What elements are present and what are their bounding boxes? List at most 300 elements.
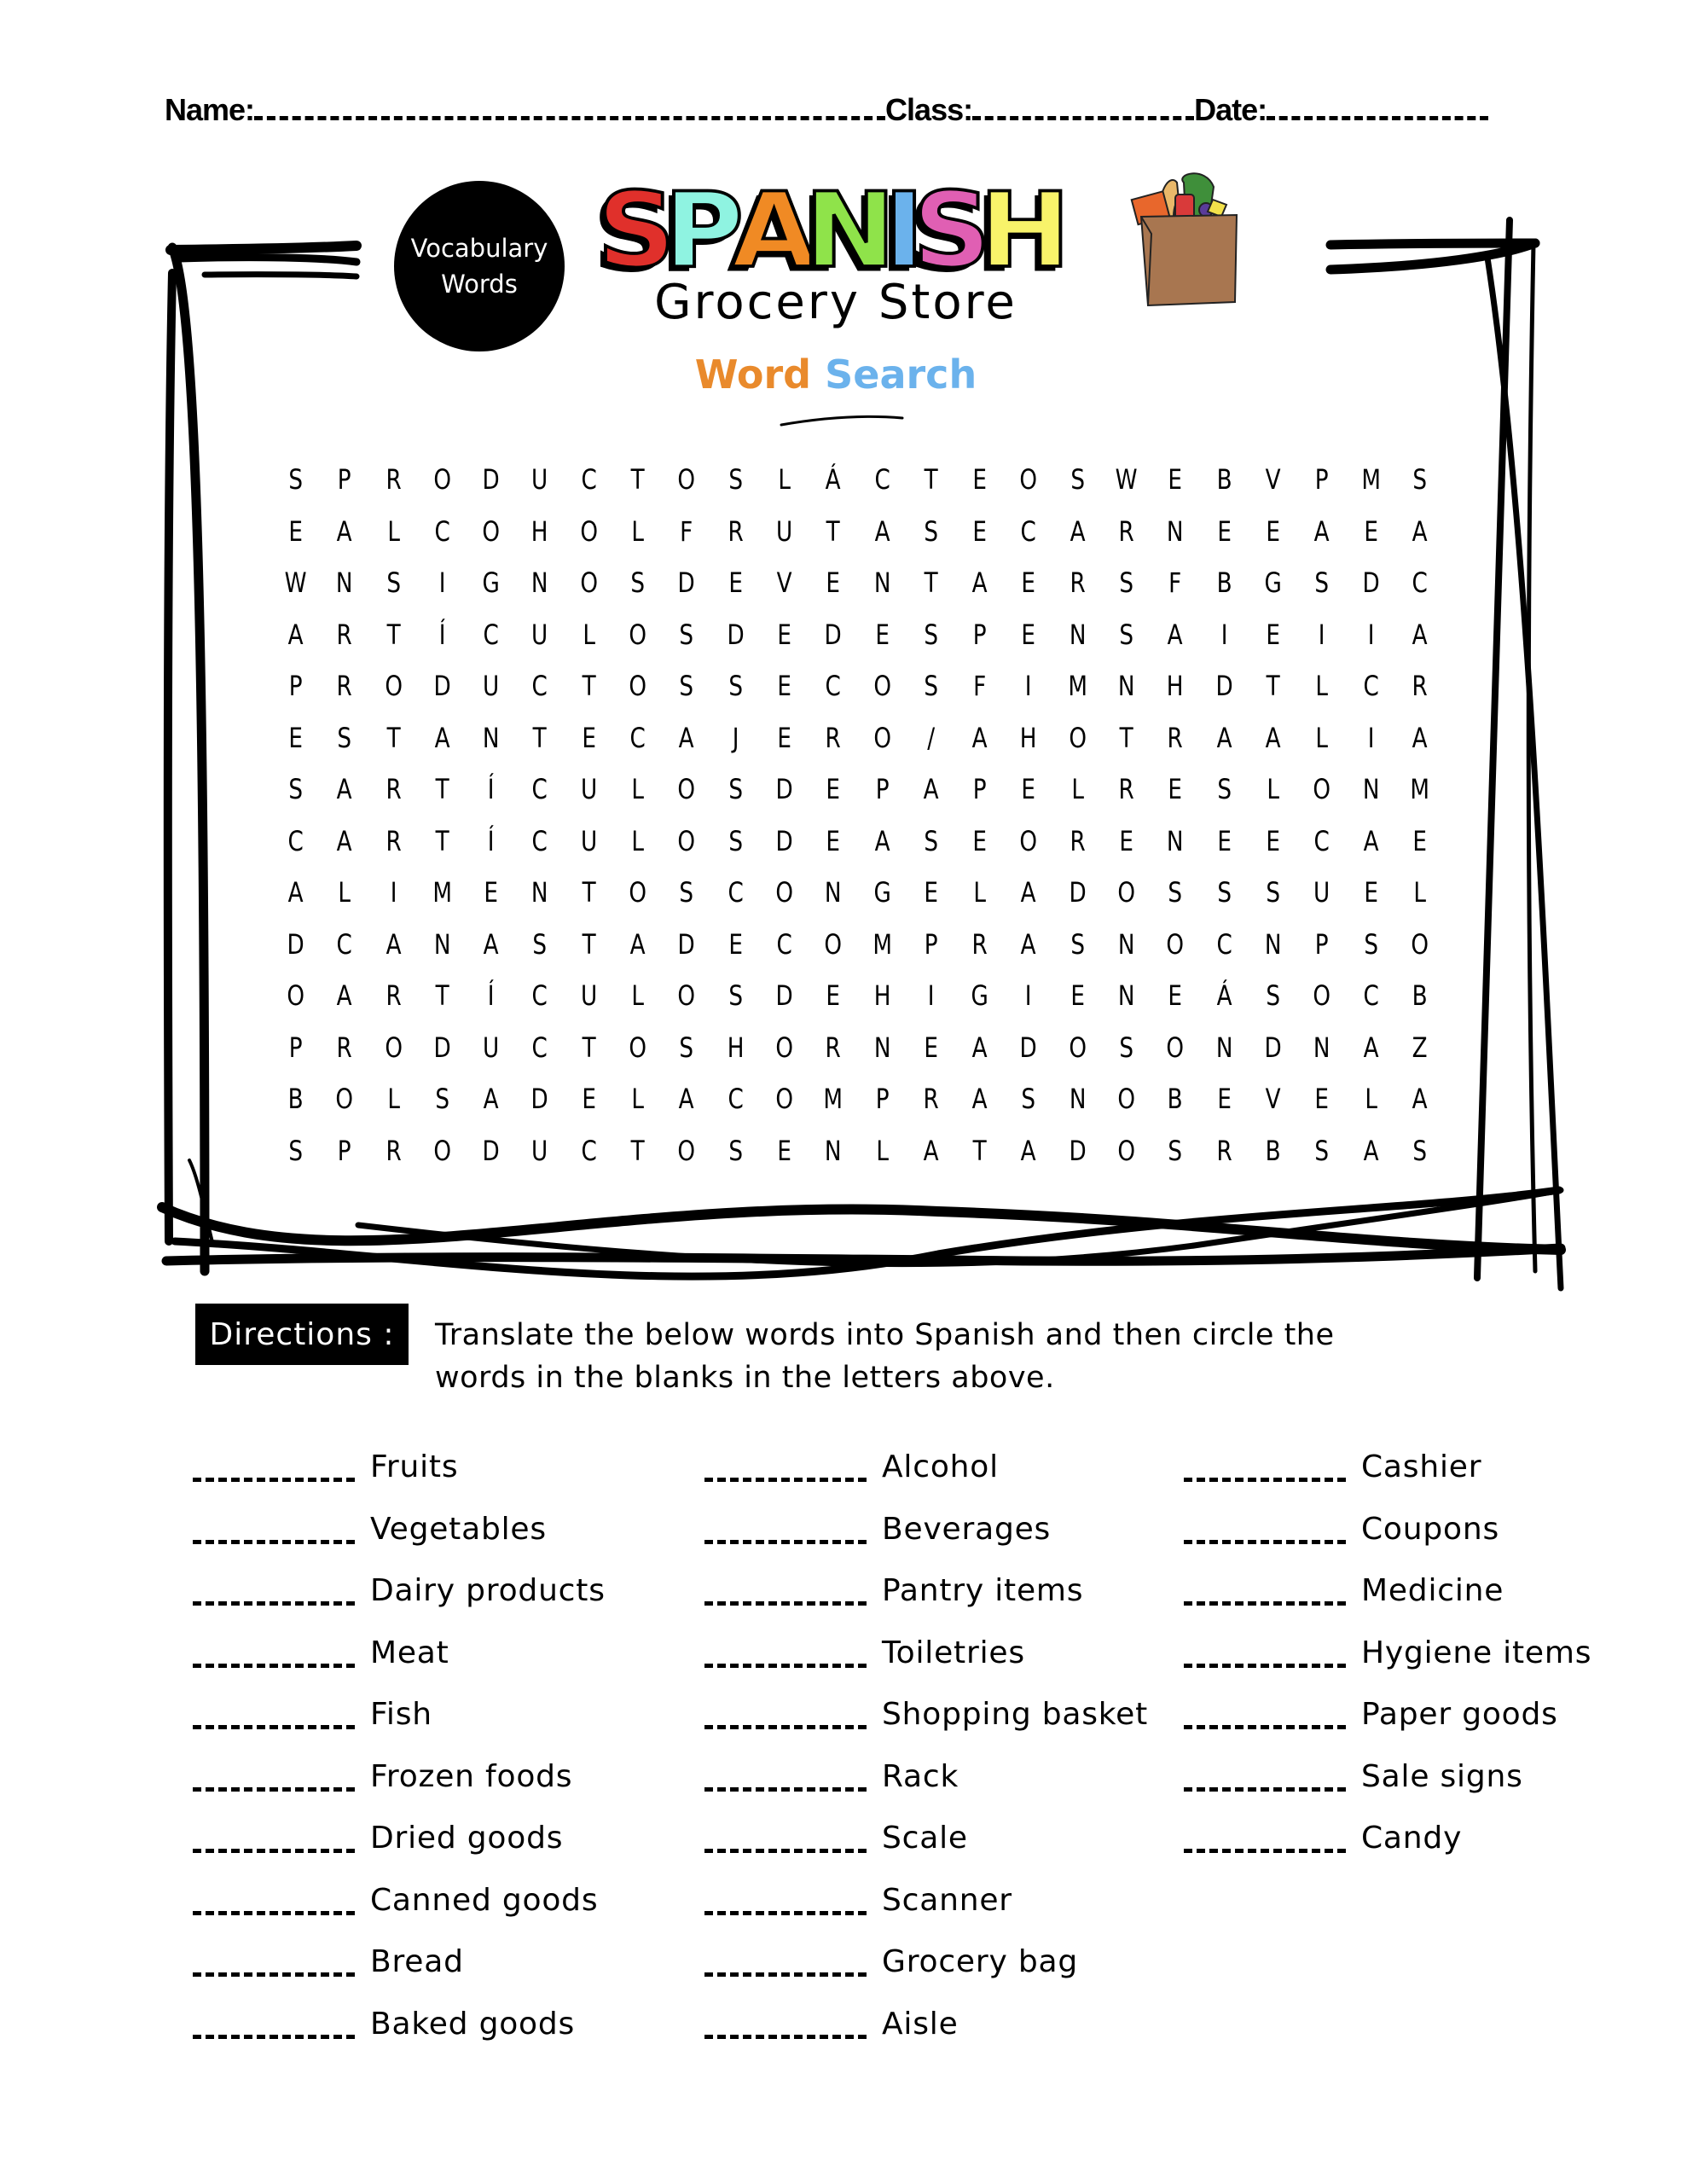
grid-letter[interactable]: P: [924, 927, 938, 961]
grid-letter[interactable]: A: [1412, 514, 1428, 548]
grid-letter[interactable]: F: [680, 514, 693, 548]
grid-letter[interactable]: C: [1216, 927, 1232, 961]
grid-letter[interactable]: R: [923, 1083, 939, 1116]
answer-blank[interactable]: [193, 1576, 355, 1606]
class-field[interactable]: [972, 97, 1194, 120]
grid-letter[interactable]: A: [1363, 824, 1379, 857]
grid-letter[interactable]: E: [1412, 824, 1427, 857]
grid-letter[interactable]: E: [1168, 979, 1183, 1013]
grid-letter[interactable]: O: [1411, 927, 1429, 961]
grid-letter[interactable]: B: [1216, 566, 1232, 600]
grid-letter[interactable]: S: [1119, 1031, 1134, 1064]
answer-blank[interactable]: [1184, 1638, 1346, 1668]
grid-letter[interactable]: Á: [1216, 979, 1232, 1013]
grid-letter[interactable]: D: [775, 824, 793, 857]
grid-letter[interactable]: I: [1367, 618, 1375, 651]
answer-blank[interactable]: [193, 1885, 355, 1915]
grid-letter[interactable]: A: [1313, 514, 1330, 548]
grid-letter[interactable]: R: [336, 618, 353, 651]
grid-letter[interactable]: O: [1069, 1031, 1087, 1064]
grid-letter[interactable]: C: [531, 1031, 548, 1064]
grid-letter[interactable]: A: [1168, 618, 1183, 651]
grid-letter[interactable]: S: [288, 773, 303, 806]
grid-letter[interactable]: I: [927, 979, 935, 1013]
grid-letter[interactable]: I: [390, 876, 397, 909]
grid-letter[interactable]: O: [580, 566, 598, 600]
grid-letter[interactable]: S: [288, 1134, 303, 1167]
grid-letter[interactable]: E: [777, 618, 791, 651]
grid-letter[interactable]: A: [287, 876, 304, 909]
grid-letter[interactable]: E: [1363, 876, 1378, 909]
grid-letter[interactable]: P: [288, 670, 303, 703]
grid-letter[interactable]: O: [1019, 463, 1038, 497]
grid-letter[interactable]: S: [924, 618, 938, 651]
grid-letter[interactable]: A: [629, 927, 646, 961]
grid-letter[interactable]: B: [287, 1083, 304, 1116]
grid-letter[interactable]: L: [338, 876, 351, 909]
grid-letter[interactable]: J: [732, 721, 739, 754]
grid-letter[interactable]: R: [386, 1134, 402, 1167]
grid-letter[interactable]: O: [775, 1031, 793, 1064]
grid-letter[interactable]: E: [874, 618, 890, 651]
grid-letter[interactable]: O: [1313, 979, 1331, 1013]
grid-letter[interactable]: C: [434, 514, 450, 548]
grid-letter[interactable]: S: [728, 1134, 743, 1167]
grid-letter[interactable]: E: [1216, 824, 1232, 857]
grid-letter[interactable]: E: [826, 979, 841, 1013]
grid-letter[interactable]: B: [1412, 979, 1428, 1013]
grid-letter[interactable]: S: [1216, 876, 1232, 909]
grid-letter[interactable]: P: [1314, 927, 1329, 961]
grid-letter[interactable]: R: [1070, 566, 1086, 600]
answer-blank[interactable]: [193, 1823, 355, 1853]
grid-letter[interactable]: A: [483, 927, 499, 961]
grid-letter[interactable]: B: [1265, 1134, 1281, 1167]
grid-letter[interactable]: N: [433, 927, 451, 961]
grid-letter[interactable]: R: [728, 514, 744, 548]
grid-letter[interactable]: E: [288, 721, 303, 754]
grid-letter[interactable]: E: [1119, 824, 1133, 857]
grid-letter[interactable]: O: [677, 463, 696, 497]
grid-letter[interactable]: C: [581, 1134, 597, 1167]
grid-letter[interactable]: T: [435, 773, 449, 806]
grid-letter[interactable]: T: [435, 824, 449, 857]
grid-letter[interactable]: O: [433, 463, 451, 497]
grid-letter[interactable]: C: [531, 824, 548, 857]
grid-letter[interactable]: R: [386, 463, 402, 497]
grid-letter[interactable]: L: [631, 824, 645, 857]
grid-letter[interactable]: T: [1266, 670, 1280, 703]
grid-letter[interactable]: S: [1216, 773, 1232, 806]
grid-letter[interactable]: U: [531, 1134, 548, 1167]
grid-letter[interactable]: L: [386, 1083, 400, 1116]
answer-blank[interactable]: [193, 1762, 355, 1792]
grid-letter[interactable]: S: [1168, 876, 1183, 909]
grid-letter[interactable]: E: [972, 463, 988, 497]
grid-letter[interactable]: P: [972, 773, 987, 806]
grid-letter[interactable]: I: [1025, 670, 1032, 703]
grid-letter[interactable]: A: [1363, 1134, 1379, 1167]
grid-letter[interactable]: E: [1216, 514, 1232, 548]
grid-letter[interactable]: S: [386, 566, 401, 600]
grid-letter[interactable]: M: [872, 927, 892, 961]
grid-letter[interactable]: S: [1412, 1134, 1427, 1167]
grid-letter[interactable]: O: [677, 979, 696, 1013]
grid-letter[interactable]: A: [483, 1083, 499, 1116]
grid-letter[interactable]: O: [1117, 876, 1136, 909]
grid-letter[interactable]: N: [531, 876, 548, 909]
grid-letter[interactable]: L: [1071, 773, 1084, 806]
grid-letter[interactable]: T: [582, 670, 596, 703]
grid-letter[interactable]: E: [582, 1083, 596, 1116]
grid-letter[interactable]: E: [826, 824, 841, 857]
grid-letter[interactable]: P: [875, 773, 890, 806]
grid-letter[interactable]: N: [483, 721, 500, 754]
grid-letter[interactable]: R: [1167, 721, 1184, 754]
grid-letter[interactable]: A: [1412, 618, 1428, 651]
grid-letter[interactable]: O: [482, 514, 501, 548]
answer-blank[interactable]: [704, 1947, 867, 1977]
grid-letter[interactable]: E: [972, 514, 988, 548]
grid-letter[interactable]: A: [1021, 1134, 1037, 1167]
grid-letter[interactable]: I: [438, 566, 446, 600]
grid-letter[interactable]: S: [1168, 1134, 1183, 1167]
grid-letter[interactable]: O: [580, 514, 598, 548]
grid-letter[interactable]: Í: [487, 824, 495, 857]
grid-letter[interactable]: U: [580, 979, 598, 1013]
grid-letter[interactable]: O: [775, 876, 793, 909]
grid-letter[interactable]: O: [629, 618, 647, 651]
grid-letter[interactable]: I: [1025, 979, 1032, 1013]
grid-letter[interactable]: L: [631, 979, 645, 1013]
grid-letter[interactable]: D: [433, 670, 451, 703]
grid-letter[interactable]: S: [728, 773, 743, 806]
answer-blank[interactable]: [704, 1699, 867, 1729]
answer-blank[interactable]: [704, 1885, 867, 1915]
grid-letter[interactable]: S: [679, 670, 694, 703]
grid-letter[interactable]: N: [1362, 773, 1379, 806]
grid-letter[interactable]: D: [727, 618, 745, 651]
grid-letter[interactable]: C: [1363, 979, 1379, 1013]
grid-letter[interactable]: A: [1216, 721, 1232, 754]
date-field[interactable]: [1267, 97, 1488, 120]
grid-letter[interactable]: D: [677, 566, 696, 600]
grid-letter[interactable]: E: [1266, 514, 1280, 548]
grid-letter[interactable]: O: [677, 773, 696, 806]
grid-letter[interactable]: E: [826, 566, 841, 600]
grid-letter[interactable]: T: [582, 876, 596, 909]
grid-letter[interactable]: A: [434, 721, 450, 754]
grid-letter[interactable]: R: [386, 824, 402, 857]
grid-letter[interactable]: T: [582, 927, 596, 961]
grid-letter[interactable]: T: [1119, 721, 1133, 754]
answer-blank[interactable]: [704, 1823, 867, 1853]
grid-letter[interactable]: G: [482, 566, 501, 600]
grid-letter[interactable]: R: [1216, 1134, 1232, 1167]
grid-letter[interactable]: A: [336, 514, 352, 548]
grid-letter[interactable]: G: [1264, 566, 1282, 600]
grid-letter[interactable]: C: [531, 773, 548, 806]
grid-letter[interactable]: O: [629, 670, 647, 703]
grid-letter[interactable]: O: [1117, 1134, 1136, 1167]
grid-letter[interactable]: L: [631, 1083, 645, 1116]
grid-letter[interactable]: /: [927, 721, 935, 754]
grid-letter[interactable]: A: [971, 721, 988, 754]
grid-letter[interactable]: N: [1264, 927, 1282, 961]
grid-letter[interactable]: E: [972, 824, 988, 857]
grid-letter[interactable]: N: [531, 566, 548, 600]
answer-blank[interactable]: [704, 2009, 867, 2039]
grid-letter[interactable]: D: [482, 1134, 500, 1167]
grid-letter[interactable]: S: [630, 566, 646, 600]
grid-letter[interactable]: O: [433, 1134, 451, 1167]
grid-letter[interactable]: D: [677, 927, 696, 961]
grid-letter[interactable]: A: [1265, 721, 1281, 754]
grid-letter[interactable]: E: [1216, 1083, 1232, 1116]
grid-letter[interactable]: M: [1360, 463, 1381, 497]
grid-letter[interactable]: S: [679, 1031, 694, 1064]
grid-letter[interactable]: C: [1363, 670, 1379, 703]
grid-letter[interactable]: T: [582, 1031, 596, 1064]
grid-letter[interactable]: C: [776, 927, 792, 961]
grid-letter[interactable]: S: [337, 721, 352, 754]
grid-letter[interactable]: C: [1412, 566, 1428, 600]
grid-letter[interactable]: A: [923, 773, 939, 806]
grid-letter[interactable]: C: [1313, 824, 1330, 857]
grid-letter[interactable]: U: [483, 670, 500, 703]
grid-letter[interactable]: T: [386, 618, 401, 651]
grid-letter[interactable]: A: [679, 721, 694, 754]
answer-blank[interactable]: [704, 1576, 867, 1606]
grid-letter[interactable]: V: [1265, 1083, 1281, 1116]
answer-blank[interactable]: [193, 1638, 355, 1668]
grid-letter[interactable]: L: [1364, 1083, 1377, 1116]
grid-letter[interactable]: Í: [438, 618, 446, 651]
grid-letter[interactable]: D: [482, 463, 500, 497]
grid-letter[interactable]: R: [1118, 773, 1134, 806]
grid-letter[interactable]: U: [776, 514, 793, 548]
grid-letter[interactable]: V: [776, 566, 792, 600]
grid-letter[interactable]: R: [1118, 514, 1134, 548]
grid-letter[interactable]: D: [775, 979, 793, 1013]
answer-blank[interactable]: [1184, 1576, 1346, 1606]
grid-letter[interactable]: U: [1313, 876, 1330, 909]
grid-letter[interactable]: A: [971, 1031, 988, 1064]
grid-letter[interactable]: C: [728, 1083, 744, 1116]
grid-letter[interactable]: L: [583, 618, 595, 651]
grid-letter[interactable]: M: [1410, 773, 1429, 806]
grid-letter[interactable]: S: [532, 927, 548, 961]
grid-letter[interactable]: E: [1021, 773, 1036, 806]
grid-letter[interactable]: O: [1166, 927, 1185, 961]
grid-letter[interactable]: C: [825, 670, 842, 703]
grid-letter[interactable]: H: [1167, 670, 1184, 703]
grid-letter[interactable]: D: [1069, 1134, 1087, 1167]
grid-letter[interactable]: O: [1166, 1031, 1185, 1064]
grid-letter[interactable]: S: [1070, 463, 1085, 497]
grid-letter[interactable]: L: [386, 514, 400, 548]
grid-letter[interactable]: D: [287, 927, 304, 961]
grid-letter[interactable]: C: [728, 876, 744, 909]
grid-letter[interactable]: C: [287, 824, 304, 857]
grid-letter[interactable]: T: [826, 514, 840, 548]
grid-letter[interactable]: B: [1167, 1083, 1183, 1116]
grid-letter[interactable]: R: [386, 773, 402, 806]
grid-letter[interactable]: C: [581, 463, 597, 497]
answer-blank[interactable]: [193, 2009, 355, 2039]
answer-blank[interactable]: [704, 1452, 867, 1482]
grid-letter[interactable]: A: [386, 927, 402, 961]
answer-blank[interactable]: [193, 1514, 355, 1544]
grid-letter[interactable]: R: [971, 927, 988, 961]
grid-letter[interactable]: M: [823, 1083, 844, 1116]
grid-letter[interactable]: O: [1069, 721, 1087, 754]
grid-letter[interactable]: O: [872, 670, 891, 703]
grid-letter[interactable]: S: [924, 824, 938, 857]
grid-letter[interactable]: E: [1021, 566, 1036, 600]
grid-letter[interactable]: N: [825, 1134, 842, 1167]
grid-letter[interactable]: A: [874, 824, 890, 857]
grid-letter[interactable]: T: [924, 566, 938, 600]
grid-letter[interactable]: N: [1117, 979, 1135, 1013]
grid-letter[interactable]: L: [1315, 721, 1329, 754]
grid-letter[interactable]: S: [1266, 876, 1280, 909]
grid-letter[interactable]: N: [1069, 1083, 1087, 1116]
grid-letter[interactable]: E: [777, 670, 791, 703]
grid-letter[interactable]: S: [1412, 463, 1427, 497]
grid-letter[interactable]: E: [728, 927, 743, 961]
grid-letter[interactable]: O: [1117, 1083, 1136, 1116]
grid-letter[interactable]: D: [1215, 670, 1233, 703]
grid-letter[interactable]: N: [1167, 824, 1184, 857]
grid-letter[interactable]: T: [630, 463, 645, 497]
grid-letter[interactable]: A: [336, 979, 352, 1013]
answer-blank[interactable]: [193, 1452, 355, 1482]
grid-letter[interactable]: E: [484, 876, 499, 909]
grid-letter[interactable]: N: [1313, 1031, 1330, 1064]
answer-blank[interactable]: [1184, 1699, 1346, 1729]
grid-letter[interactable]: O: [677, 1134, 696, 1167]
grid-letter[interactable]: E: [1363, 514, 1378, 548]
grid-letter[interactable]: P: [288, 1031, 303, 1064]
grid-letter[interactable]: B: [1216, 463, 1232, 497]
grid-letter[interactable]: M: [432, 876, 452, 909]
grid-letter[interactable]: A: [971, 1083, 988, 1116]
grid-letter[interactable]: S: [679, 876, 694, 909]
grid-letter[interactable]: R: [1412, 670, 1428, 703]
grid-letter[interactable]: S: [728, 670, 743, 703]
grid-letter[interactable]: E: [1314, 1083, 1330, 1116]
grid-letter[interactable]: S: [1266, 979, 1280, 1013]
grid-letter[interactable]: C: [1020, 514, 1037, 548]
grid-letter[interactable]: A: [679, 1083, 694, 1116]
grid-letter[interactable]: P: [338, 463, 351, 497]
grid-letter[interactable]: E: [288, 514, 303, 548]
grid-letter[interactable]: R: [1070, 824, 1086, 857]
grid-letter[interactable]: R: [336, 670, 353, 703]
grid-letter[interactable]: D: [1069, 876, 1087, 909]
grid-letter[interactable]: L: [631, 773, 645, 806]
grid-letter[interactable]: E: [924, 1031, 938, 1064]
grid-letter[interactable]: E: [777, 721, 791, 754]
grid-letter[interactable]: P: [1314, 463, 1329, 497]
grid-letter[interactable]: E: [1168, 463, 1183, 497]
answer-blank[interactable]: [704, 1638, 867, 1668]
grid-letter[interactable]: D: [531, 1083, 549, 1116]
grid-letter[interactable]: W: [1115, 463, 1138, 497]
grid-letter[interactable]: S: [728, 463, 743, 497]
grid-letter[interactable]: U: [531, 463, 548, 497]
grid-letter[interactable]: T: [972, 1134, 987, 1167]
grid-letter[interactable]: R: [336, 1031, 353, 1064]
grid-letter[interactable]: I: [1367, 721, 1375, 754]
grid-letter[interactable]: G: [873, 876, 891, 909]
grid-letter[interactable]: T: [924, 463, 938, 497]
grid-letter[interactable]: A: [1021, 927, 1037, 961]
grid-letter[interactable]: D: [1019, 1031, 1038, 1064]
grid-letter[interactable]: S: [1119, 566, 1134, 600]
grid-letter[interactable]: N: [873, 566, 891, 600]
grid-letter[interactable]: R: [825, 721, 842, 754]
grid-letter[interactable]: E: [1266, 618, 1280, 651]
grid-letter[interactable]: L: [1413, 876, 1426, 909]
grid-letter[interactable]: O: [629, 1031, 647, 1064]
grid-letter[interactable]: C: [531, 670, 548, 703]
grid-letter[interactable]: N: [1069, 618, 1087, 651]
grid-letter[interactable]: V: [1265, 463, 1281, 497]
grid-letter[interactable]: M: [1068, 670, 1087, 703]
grid-letter[interactable]: S: [728, 979, 743, 1013]
grid-letter[interactable]: H: [1020, 721, 1037, 754]
grid-letter[interactable]: S: [1119, 618, 1134, 651]
grid-letter[interactable]: N: [336, 566, 353, 600]
grid-letter[interactable]: N: [1215, 1031, 1233, 1064]
grid-letter[interactable]: A: [971, 566, 988, 600]
grid-letter[interactable]: L: [875, 1134, 889, 1167]
grid-letter[interactable]: A: [336, 773, 352, 806]
grid-letter[interactable]: T: [533, 721, 548, 754]
grid-letter[interactable]: O: [287, 979, 304, 1013]
grid-letter[interactable]: E: [924, 876, 938, 909]
grid-letter[interactable]: O: [384, 670, 403, 703]
name-field[interactable]: [254, 97, 885, 120]
grid-letter[interactable]: E: [728, 566, 743, 600]
grid-letter[interactable]: A: [287, 618, 304, 651]
grid-letter[interactable]: S: [1021, 1083, 1036, 1116]
grid-letter[interactable]: Á: [825, 463, 841, 497]
grid-letter[interactable]: C: [483, 618, 499, 651]
grid-letter[interactable]: H: [873, 979, 891, 1013]
grid-letter[interactable]: C: [336, 927, 353, 961]
grid-letter[interactable]: E: [1070, 979, 1085, 1013]
grid-letter[interactable]: C: [874, 463, 890, 497]
grid-letter[interactable]: E: [1021, 618, 1036, 651]
grid-letter[interactable]: U: [580, 773, 598, 806]
grid-letter[interactable]: S: [288, 463, 303, 497]
grid-letter[interactable]: R: [825, 1031, 842, 1064]
answer-blank[interactable]: [1184, 1762, 1346, 1792]
grid-letter[interactable]: C: [531, 979, 548, 1013]
grid-letter[interactable]: S: [924, 514, 938, 548]
grid-letter[interactable]: P: [875, 1083, 890, 1116]
answer-blank[interactable]: [1184, 1823, 1346, 1853]
grid-letter[interactable]: O: [872, 721, 891, 754]
grid-letter[interactable]: O: [775, 1083, 793, 1116]
grid-letter[interactable]: U: [580, 824, 598, 857]
grid-letter[interactable]: E: [582, 721, 596, 754]
grid-letter[interactable]: L: [1267, 773, 1279, 806]
grid-letter[interactable]: O: [677, 824, 696, 857]
